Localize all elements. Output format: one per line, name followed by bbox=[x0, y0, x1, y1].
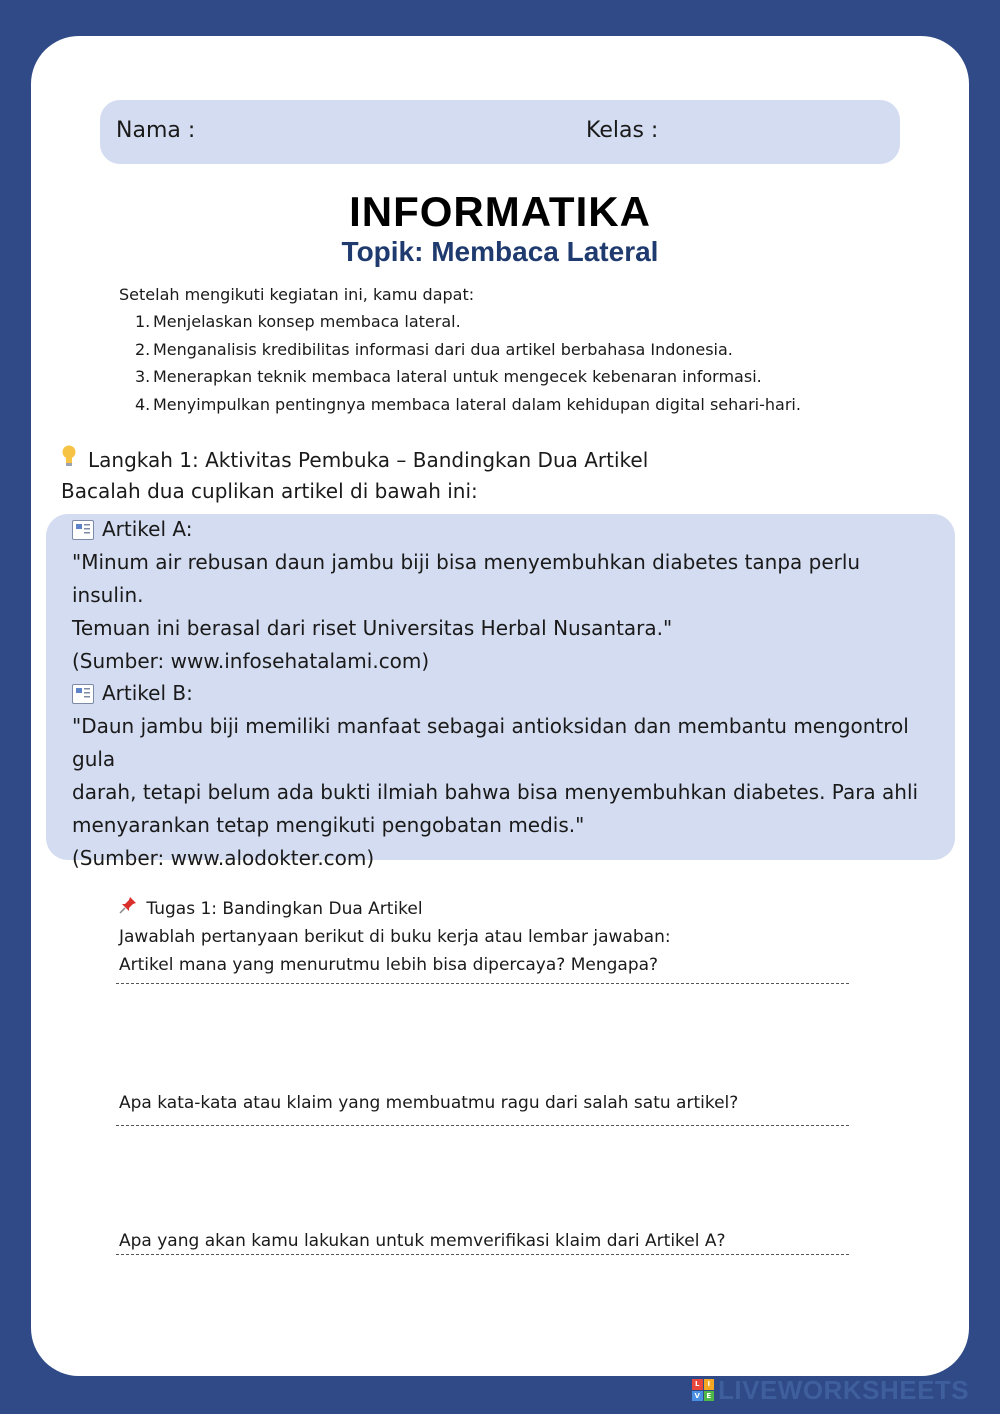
list-item: 3. Menerapkan teknik membaca lateral untuk mengecek kebenaran informasi. bbox=[135, 367, 762, 386]
task1-instruction: Jawablah pertanyaan berikut di buku kerja atau lembar jawaban: bbox=[119, 927, 671, 947]
objectives-list bbox=[135, 312, 801, 422]
article-a-label: Artikel A: bbox=[102, 517, 193, 541]
question-2: Apa kata-kata atau klaim yang membuatmu ragu dari salah satu artikel? bbox=[119, 1093, 739, 1113]
name-class-bar bbox=[100, 100, 900, 164]
liveworksheets-logo-icon: L I V E bbox=[692, 1379, 714, 1401]
newspaper-icon bbox=[72, 520, 94, 540]
list-item: 2. Menganalisis kredibilitas informasi dari dua artikel berbahasa Indonesia. bbox=[135, 339, 733, 359]
kelas-label: Kelas : bbox=[586, 118, 659, 143]
lightbulb-icon bbox=[60, 445, 78, 472]
task1-block bbox=[119, 895, 671, 979]
answer-line-1[interactable] bbox=[116, 983, 849, 984]
nama-label: Nama : bbox=[116, 118, 196, 143]
step1-instruction: Bacalah dua cuplikan artikel di bawah ini: bbox=[61, 479, 478, 503]
liveworksheets-watermark: L I V E LIVEWORKSHEETS bbox=[692, 1376, 969, 1404]
page-subtitle: Topik: Membaca Lateral bbox=[341, 236, 659, 267]
article-a: Artikel A: "Minum air rebusan daun jambu biji bisa menyembuhkan diabetes tanpa perlu insulin. Temuan ini berasal dari riset Universitas Herbal Nusantara." (Sumber: www.infosehatalami.com) bbox=[72, 513, 922, 678]
list-item: 4. Menyimpulkan pentingnya membaca lateral dalam kehidupan digital sehari-hari. bbox=[135, 394, 801, 414]
answer-line-2[interactable] bbox=[116, 1125, 849, 1126]
question-1: Artikel mana yang menurutmu lebih bisa dipercaya? Mengapa? bbox=[119, 955, 659, 975]
article-b-source: (Sumber: www.alodokter.com) bbox=[72, 846, 375, 870]
question-3: Apa yang akan kamu lakukan untuk memverifikasi klaim dari Artikel A? bbox=[119, 1231, 726, 1251]
article-a-source: (Sumber: www.infosehatalami.com) bbox=[72, 649, 430, 673]
article-b-label: Artikel B: bbox=[102, 681, 193, 705]
answer-line-3[interactable] bbox=[116, 1254, 849, 1255]
article-b: Artikel B: "Daun jambu biji memiliki manfaat sebagai antioksidan dan membantu mengontrol gula darah, tetapi belum ada bukti ilmiah bahwa bisa menyembuhkan diabetes. Para ahli menyarankan tetap mengikuti pengobatan medis." (Sumber: www.alodokter.com) bbox=[72, 677, 922, 875]
objectives-intro: Setelah mengikuti kegiatan ini, kamu dapat: bbox=[119, 285, 475, 304]
newspaper-icon bbox=[72, 684, 94, 704]
page-title: INFORMATIKA bbox=[349, 188, 651, 235]
task1-title: Tugas 1: Bandingkan Dua Artikel bbox=[119, 895, 671, 923]
pushpin-icon bbox=[119, 899, 142, 919]
step1-heading: Langkah 1: Aktivitas Pembuka – Bandingkan Dua Artikel bbox=[60, 445, 648, 472]
list-item: 1. Menjelaskan konsep membaca lateral. bbox=[135, 312, 461, 331]
